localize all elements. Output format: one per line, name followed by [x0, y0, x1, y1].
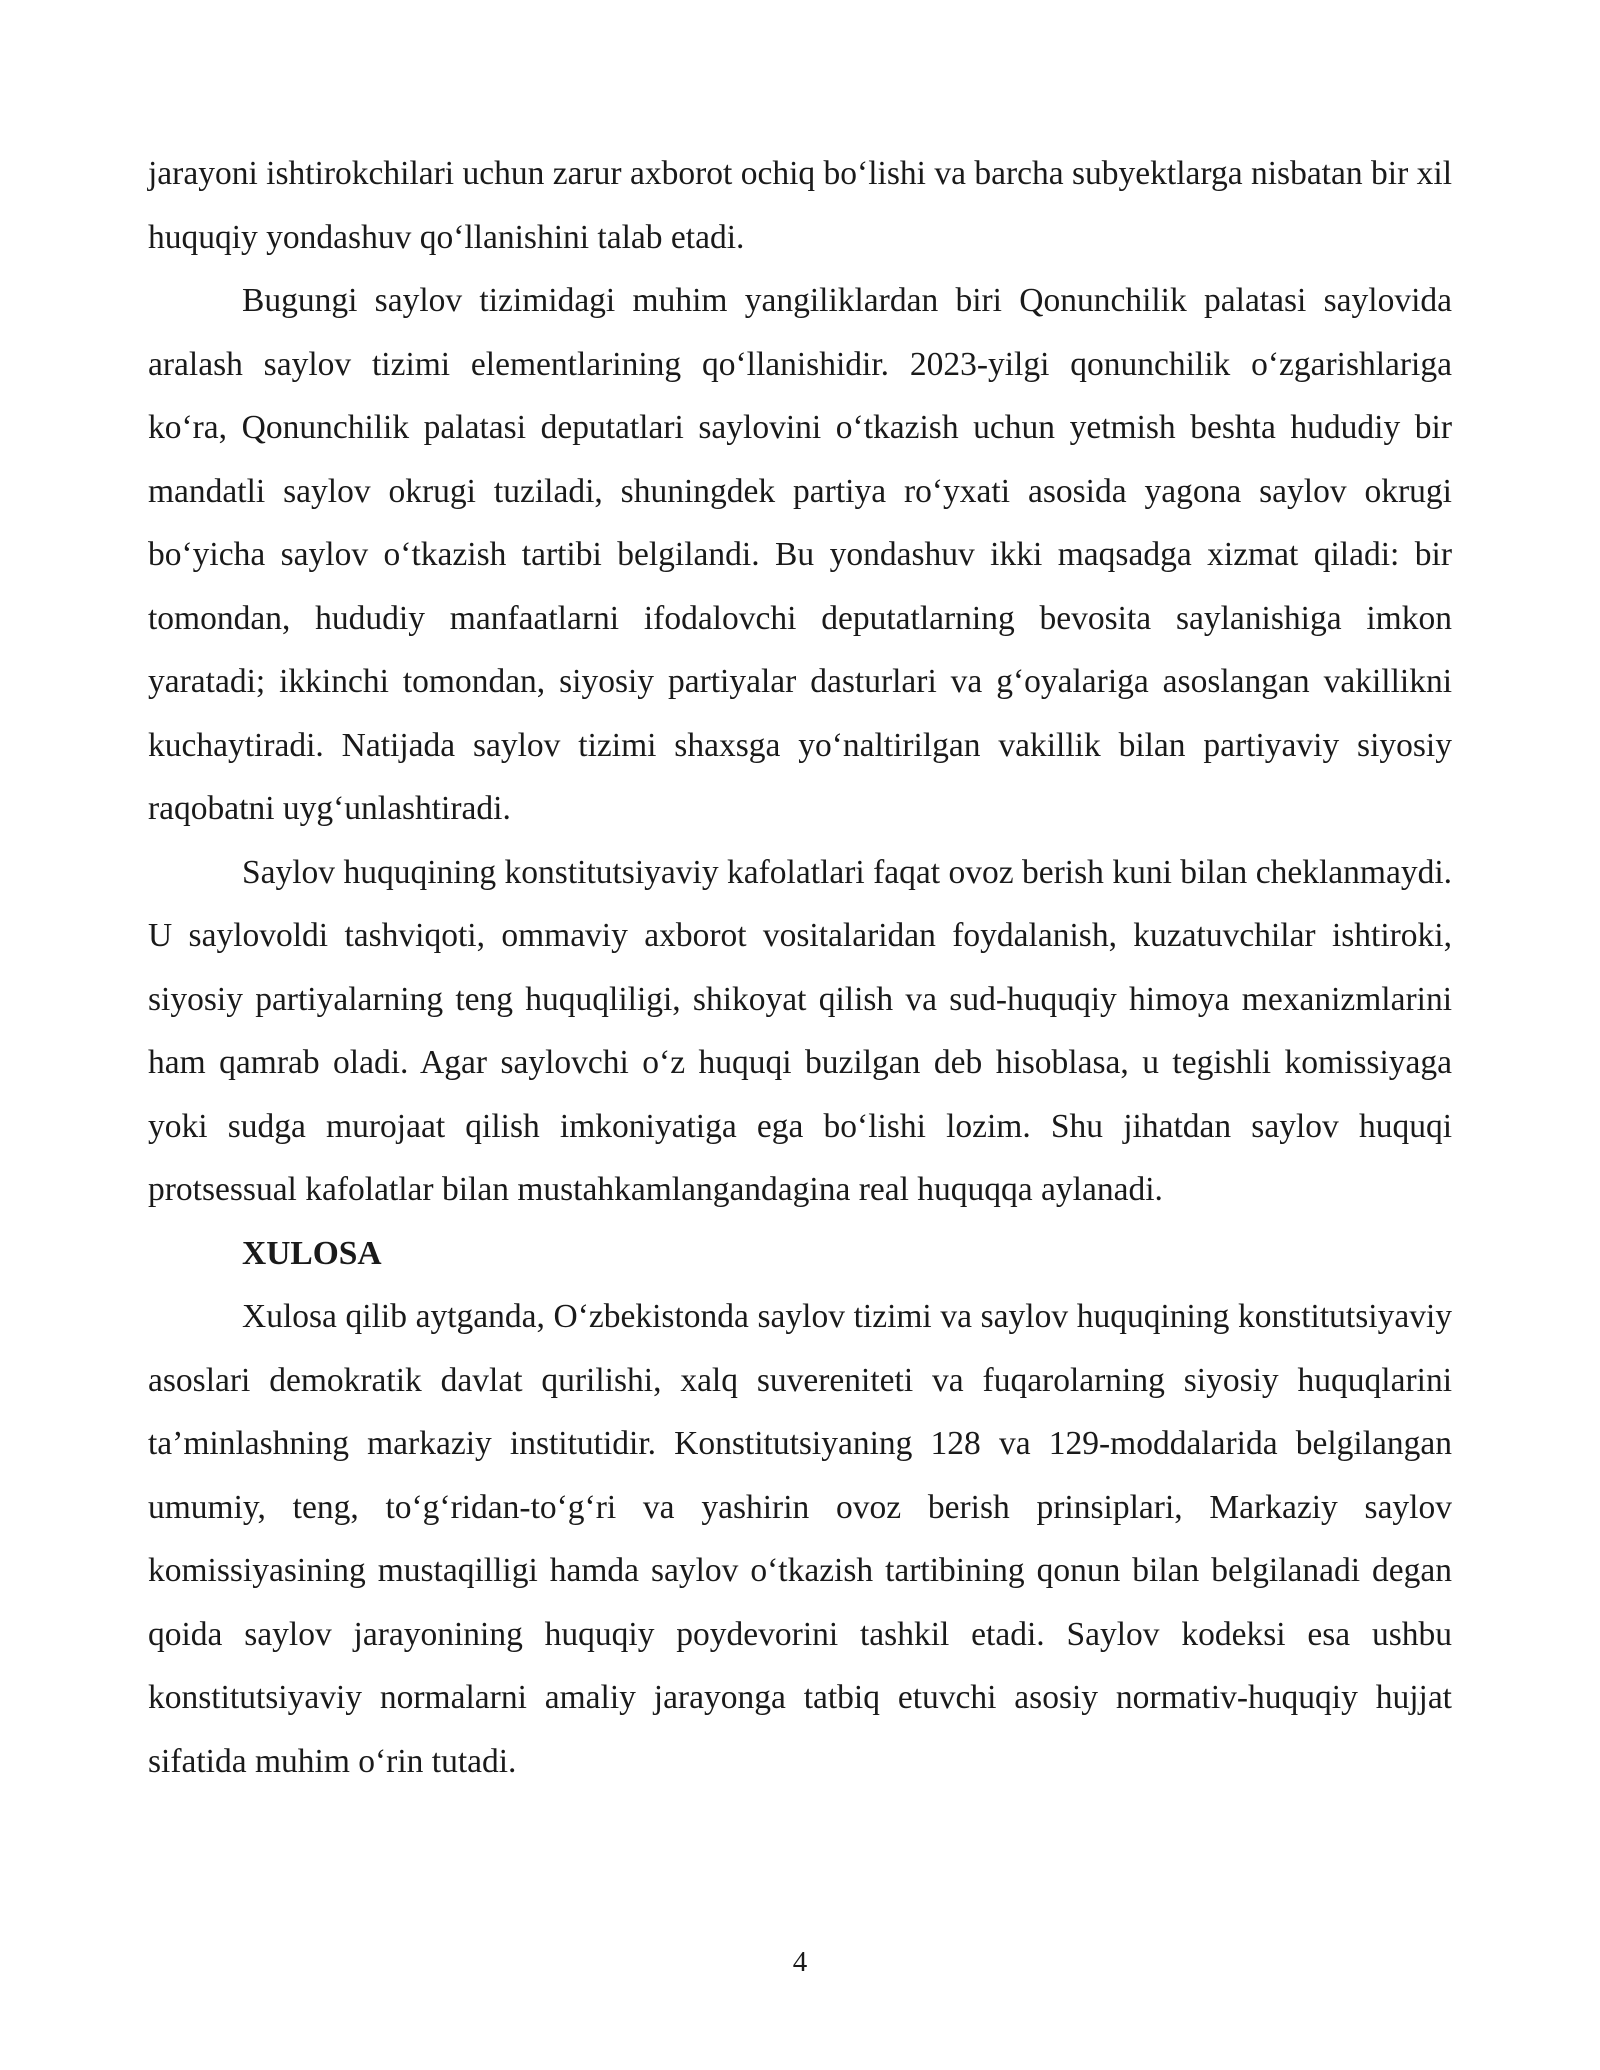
paragraph-constitutional-guarantees: Saylov huquqining konstitutsiyaviy kafolatlari faqat ovoz berish kuni bilan cheklanmaydi. U saylovoldi tashviqoti, ommaviy axborot vositalaridan foydalanish, kuzatuvchilar ishtiroki, siyosiy partiyalarning teng huquqliligi, shikoyat qilish va sud-huquqiy himoya mexanizmlarini ham qamrab oladi. Agar saylovchi oʻz huquqi buzilgan deb hisoblasa, u tegishli komissiyaga yoki sudga murojaat qilish imkoniyatiga ega boʻlishi lozim. Shu jihatdan saylov huquqi protsessual kafolatlar bilan mustahkamlangandagina real huquqqa aylanadi. — [148, 853, 1452, 1208]
page-number: 4 — [792, 1946, 808, 1978]
paragraph-mixed-electoral-system: Bugungi saylov tizimidagi muhim yangiliklardan biri Qonunchilik palatasi saylovida aralash saylov tizimi elementlarining qoʻllanishidir. 2023-yilgi qonunchilik oʻzgarishlariga koʻra, Qonunchilik palatasi deputatlari saylovini oʻtkazish uchun yetmish beshta hududiy bir mandatli saylov okrugi tuziladi, shuningdek partiya roʻyxati asosida yagona saylov okrugi boʻyicha saylov oʻtkazish tartibi belgilandi. Bu yondashuv ikki maqsadga xizmat qiladi: bir tomondan, hududiy manfaatlarni ifodalovchi deputatlarning bevosita saylanishiga imkon yaratadi; ikkinchi tomondan, siyosiy partiyalar dasturlari va gʻoyalariga asoslangan vakillikni kuchaytiradi. Natijada saylov tizimi shaxsga yoʻnaltirilgan vakillik bilan partiyaviy siyosiy raqobatni uygʻunlashtiradi. — [148, 282, 1452, 827]
document-body — [148, 142, 1452, 1793]
section-heading-conclusion: XULOSA — [242, 1234, 382, 1272]
paragraph-conclusion: Xulosa qilib aytganda, Oʻzbekistonda saylov tizimi va saylov huquqining konstitutsiyaviy asoslari demokratik davlat qurilishi, xalq suvereniteti va fuqarolarning siyosiy huquqlarini ta’minlashning markaziy institutidir. Konstitutsiyaning 128 va 129-moddalarida belgilangan umumiy, teng, toʻgʻridan-toʻgʻri va yashirin ovoz berish prinsiplari, Markaziy saylov komissiyasining mustaqilligi hamda saylov oʻtkazish tartibining qonun bilan belgilanadi degan qoida saylov jarayonining huquqiy poydevorini tashkil etadi. Saylov kodeksi esa ushbu konstitutsiyaviy normalarni amaliy jarayonga tatbiq etuvchi asosiy normativ-huquqiy hujjat sifatida muhim oʻrin tutadi. — [148, 1298, 1452, 1780]
paragraph-continuation: jarayoni ishtirokchilari uchun zarur axborot ochiq boʻlishi va barcha subyektlarga nisbatan bir xil huquqiy yondashuv qoʻllanishini talab etadi. — [148, 155, 1452, 256]
